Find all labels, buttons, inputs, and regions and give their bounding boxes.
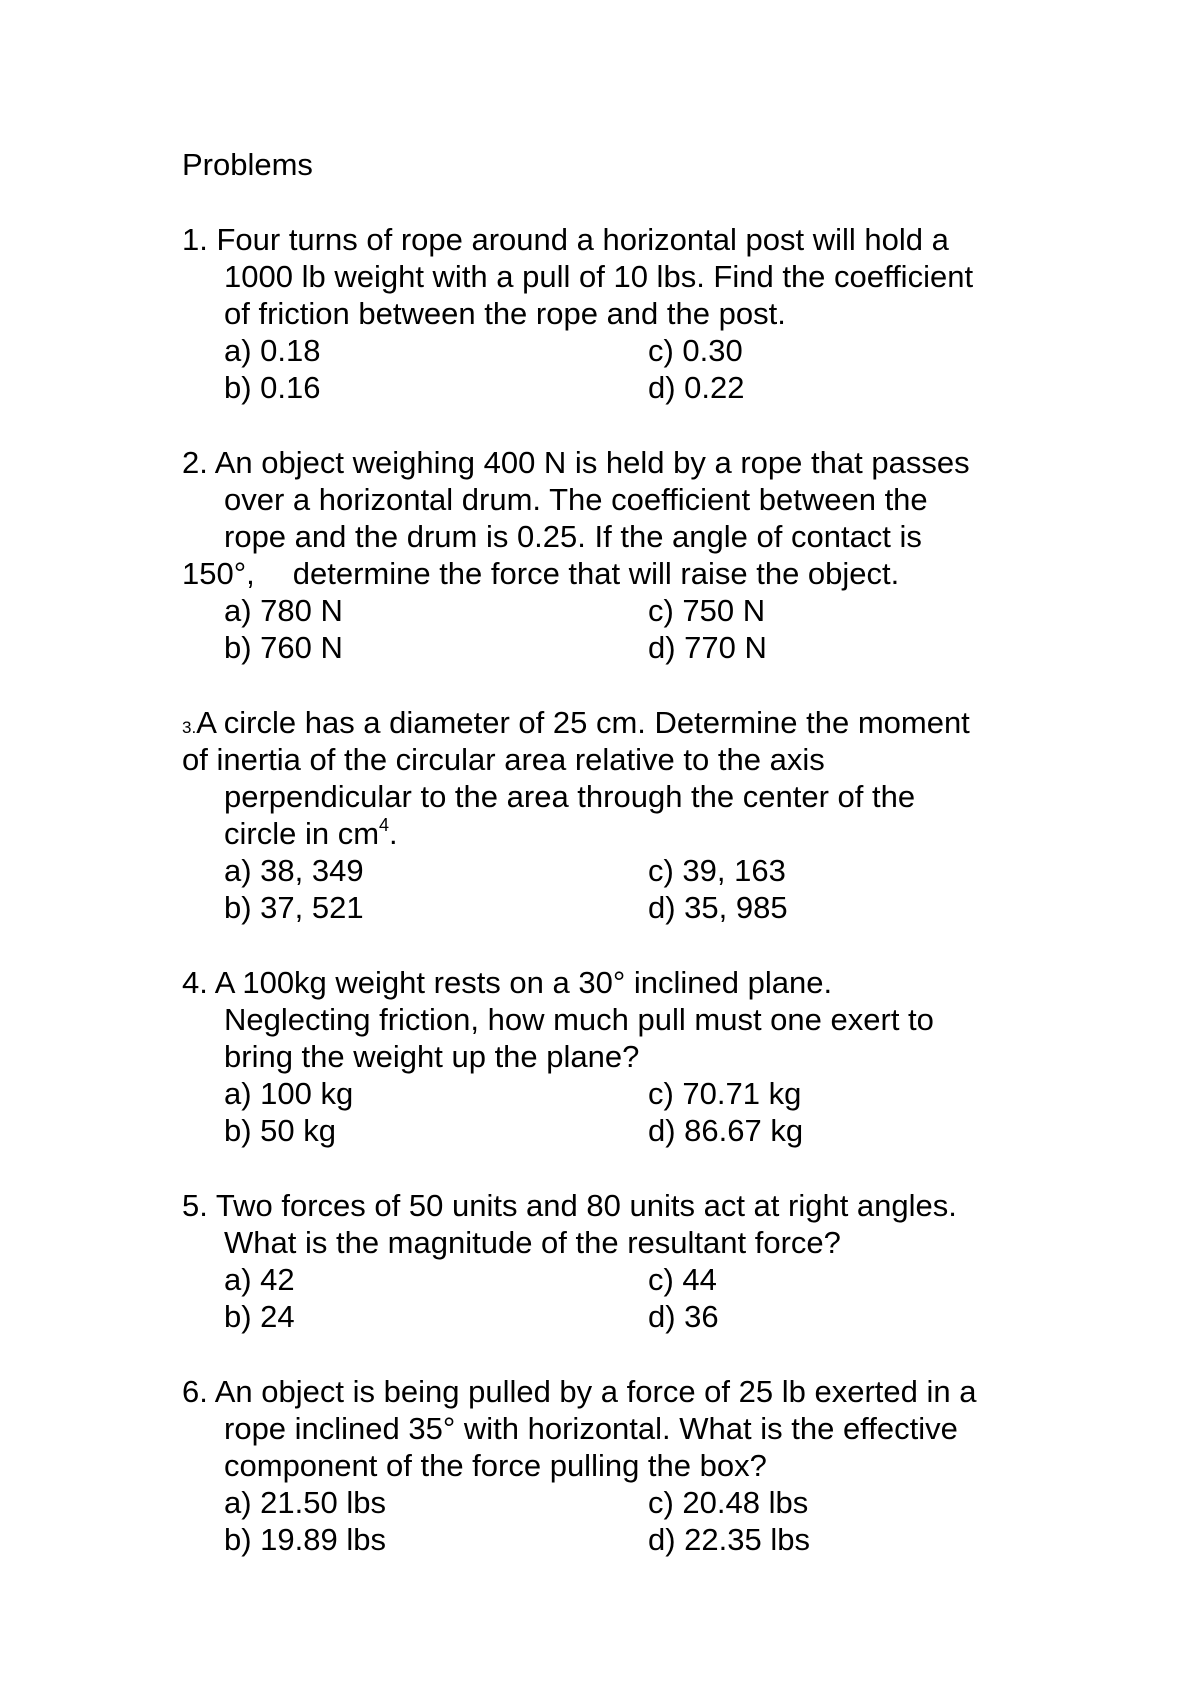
problem-3-choice-b: b) 37, 521: [224, 890, 364, 925]
problem-1-line-3: of friction between the rope and the post.: [224, 296, 786, 331]
problem-3-period: .: [389, 816, 398, 851]
problem-4-choice-b: b) 50 kg: [224, 1113, 337, 1148]
problem-3-exponent: 4: [379, 815, 390, 835]
page-heading: Problems: [182, 147, 313, 182]
problem-3-line-3: perpendicular to the area through the center of the: [224, 779, 916, 814]
problem-3-line-4: [224, 816, 398, 852]
problem-3-choice-d: d) 35, 985: [648, 890, 788, 925]
problem-4-choice-c: c) 70.71 kg: [648, 1076, 802, 1111]
problem-3-line-2: of inertia of the circular area relative to the axis: [182, 742, 825, 777]
problem-2-line-1: 2. An object weighing 400 N is held by a rope that passes: [182, 445, 970, 480]
problem-2-line-3: rope and the drum is 0.25. If the angle of contact is: [224, 519, 922, 554]
problem-6-choice-d: d) 22.35 lbs: [648, 1522, 810, 1557]
problem-1-line-2: 1000 lb weight with a pull of 10 lbs. Find the coefficient: [224, 259, 974, 294]
problem-1-choice-c: c) 0.30: [648, 333, 743, 368]
problem-6-line-3: component of the force pulling the box?: [224, 1448, 767, 1483]
problem-6-choice-b: b) 19.89 lbs: [224, 1522, 386, 1557]
problem-1-choice-a: a) 0.18: [224, 333, 321, 368]
problem-2-choice-a: a) 780 N: [224, 593, 343, 628]
problem-2-choice-d: d) 770 N: [648, 630, 767, 665]
problem-1-choice-d: d) 0.22: [648, 370, 745, 405]
problem-3-choice-c: c) 39, 163: [648, 853, 786, 888]
problem-4-line-2: Neglecting friction, how much pull must one exert to: [224, 1002, 934, 1037]
problem-3-line-4-text: circle in cm: [224, 816, 380, 851]
problem-6-choice-c: c) 20.48 lbs: [648, 1485, 809, 1520]
problem-5-line-2: What is the magnitude of the resultant force?: [224, 1225, 841, 1260]
problem-5-line-1: 5. Two forces of 50 units and 80 units act at right angles.: [182, 1188, 957, 1223]
problem-2-choice-b: b) 760 N: [224, 630, 343, 665]
problem-4-choice-a: a) 100 kg: [224, 1076, 354, 1111]
problem-1-choice-b: b) 0.16: [224, 370, 321, 405]
problem-4-choice-d: d) 86.67 kg: [648, 1113, 804, 1148]
problem-6-choice-a: a) 21.50 lbs: [224, 1485, 386, 1520]
problem-5-choice-c: c) 44: [648, 1262, 717, 1297]
problem-2-line-2: over a horizontal drum. The coefficient between the: [224, 482, 928, 517]
problem-2-choice-c: c) 750 N: [648, 593, 766, 628]
problem-3-line-1: [182, 705, 970, 741]
problem-6-line-2: rope inclined 35° with horizontal. What is the effective: [224, 1411, 958, 1446]
problem-5-choice-d: d) 36: [648, 1299, 719, 1334]
problem-5-choice-b: b) 24: [224, 1299, 295, 1334]
problem-5-choice-a: a) 42: [224, 1262, 295, 1297]
problem-4-line-1: 4. A 100kg weight rests on a 30° inclined plane.: [182, 965, 833, 1000]
problem-2-angle: 150°,: [182, 556, 255, 591]
problem-1-line-1: 1. Four turns of rope around a horizontal post will hold a: [182, 222, 949, 257]
problem-6-line-1: 6. An object is being pulled by a force of 25 lb exerted in a: [182, 1374, 977, 1409]
problem-3-line-1-text: A circle has a diameter of 25 cm. Determine the moment: [196, 705, 970, 740]
problem-2-line-4: [182, 556, 899, 592]
problem-3-number: 3.: [182, 718, 197, 737]
problem-4-line-3: bring the weight up the plane?: [224, 1039, 640, 1074]
problem-2-line-4-text: determine the force that will raise the object.: [292, 556, 900, 591]
problem-3-choice-a: a) 38, 349: [224, 853, 364, 888]
